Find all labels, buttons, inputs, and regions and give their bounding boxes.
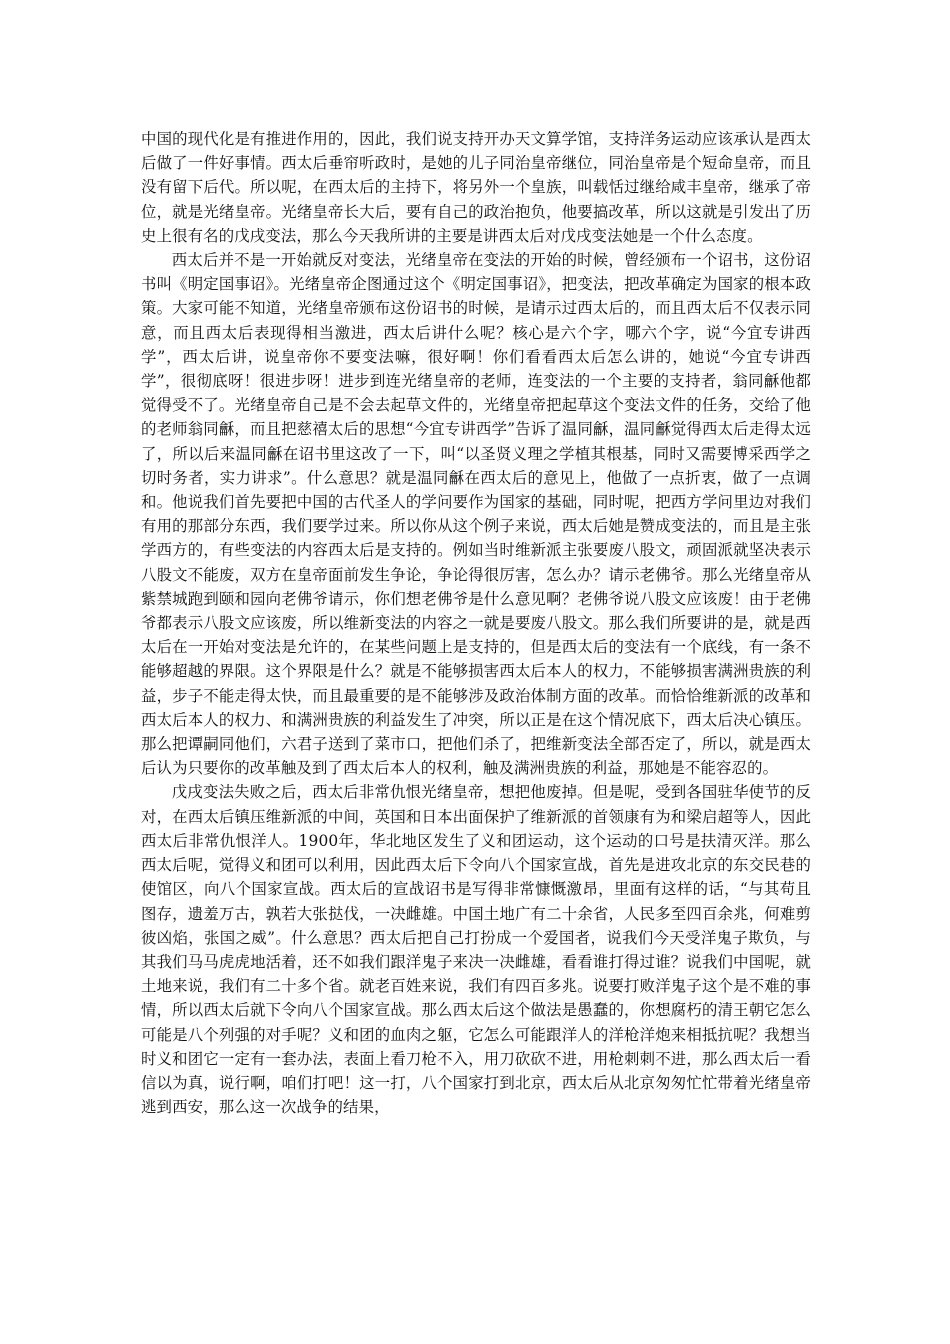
paragraph-reform-stance: 西太后并不是一开始就反对变法，光绪皇帝在变法的开始的时候，曾经颁布一个诏书，这份诏书叫《明定国事诏》。光绪皇帝企图通过这个《明定国事诏》，把变法，把改革确定为国家的根本政策。大家可能不知道，光绪皇帝颁布这份诏书的时候，是请示过西太后的，而且西太后不仅表示同意，而且西太后表现得相当激进，西太后讲什么呢？核心是六个字，哪六个字，说“今宜专讲西学”，西太后讲，说皇帝你不要变法嘛，很好啊！你们看看西太后怎么讲的，她说“今宜专讲西学”，很彻底呀！很进步呀！进步到连光绪皇帝的老师，连变法的一个主要的支持者，翁同龢他都觉得受不了。光绪皇帝自己是不会去起草文件的，光绪皇帝把起草这个变法文件的任务，交给了他的老师翁同龢，而且把慈禧太后的思想“今宜专讲西学”告诉了温同龢，温同龢觉得西太后走得太远了，所以后来温同龢在诏书里这改了一下，叫“以圣贤义理之学植其根基，同时又需要博采西学之切时务者，实力讲求”。什么意思？就是温同龢在西太后的意见上，他做了一点折衷，做了一点调和。他说我们首先要把中国的古代圣人的学问要作为国家的基础，同时呢，把西方学问里边对我们有用的那部分东西，我们要学过来。所以你从这个例子来说，西太后她是赞成变法的，而且是主张学西方的，有些变法的内容西太后是支持的。例如当时维新派主张要废八股文，顽固派就坚决表示八股文不能废，双方在皇帝面前发生争论，争论得很厉害，怎么办？请示老佛爷。那么光绪皇帝从紫禁城跑到颐和园向老佛爷请示，你们想老佛爷是什么意见啊？老佛爷说八股文应该废！由于老佛爷都表示八股文应该废，所以维新变法的内容之一就是要废八股文。那么我们所要讲的是，就是西太后在一开始对变法是允许的，在某些问题上是支持的，但是西太后的变法有一个底线，有一条不能够超越的界限。这个界限是什么？就是不能够损害西太后本人的权力，不能够损害满洲贵族的利益，步子不能走得太快，而且最重要的是不能够涉及政治体制方面的改革。而恰恰维新派的改革和西太后本人的权力、和满洲贵族的利益发生了冲突，所以正是在这个情况底下，西太后决心镇压。那么把谭嗣同他们，六君子送到了菜市口，把他们杀了，把维新变法全部否定了，所以，就是西太后认为只要你的改革触及到了西太后本人的权利，触及满洲贵族的利益，那她是不能容忍的。 (141, 251, 811, 778)
body-text (141, 127, 811, 1119)
paragraph-boxer-war: 戊戌变法失败之后，西太后非常仇恨光绪皇帝，想把他废掉。但是呢，受到各国驻华使节的反对，在西太后镇压维新派的中间，英国和日本出面保护了维新派的首领康有为和梁启超等人，因此西太后非常仇恨洋人。1900年，华北地区发生了义和团运动，这个运动的口号是扶清灭洋。那么西太后呢，觉得义和团可以利用，因此西太后下令向八个国家宣战，首先是进攻北京的东交民巷的使馆区，向八个国家宣战。西太后的宣战诏书是写得非常慷慨激昂，里面有这样的话，“与其苟且图存，遗羞万古，孰若大张挞伐，一决雌雄。中国土地广有二十余省，人民多至四百余兆，何难剪彼凶焰，张国之威”。什么意思？西太后把自己打扮成一个爱国者，说我们今天受洋鬼子欺负，与其我们马马虎虎地活着，还不如我们跟洋鬼子来决一决雌雄，看看谁打得过谁？说我们中国呢，就土地来说，我们有二十多个省。就老百姓来说，我们有四百多兆。说要打败洋鬼子这个是不难的事情，所以西太后就下令向八个国家宣战。那么西太后这个做法是愚蠢的，你想腐朽的清王朝它怎么可能是八个列强的对手呢？义和团的血肉之躯，它怎么可能跟洋人的洋枪洋炮来相抵抗呢？我想当时义和团它一定有一套办法，表面上看刀枪不入，用刀砍砍不进，用枪刺刺不进，那么西太后一看信以为真，说行啊，咱们打吧！这一打，八个国家打到北京，西太后从北京匆匆忙忙带着光绪皇帝逃到西安，那么这一次战争的结果， (141, 783, 811, 1117)
paragraph-continuation: 中国的现代化是有推进作用的，因此，我们说支持开办天文算学馆，支持洋务运动应该承认是西太后做了一件好事情。西太后垂帘听政时，是她的儿子同治皇帝继位，同治皇帝是个短命皇帝，而且没有留下后代。所以呢，在西太后的主持下，将另外一个皇族，叫载恬过继给咸丰皇帝，继承了帝位，就是光绪皇帝。光绪皇帝长大后，要有自己的政治抱负，他要搞改革，所以这就是引发出了历史上很有名的戊戌变法，那么今天我所讲的主要是讲西太后对戊戌变法她是一个什么态度。 (141, 130, 811, 245)
